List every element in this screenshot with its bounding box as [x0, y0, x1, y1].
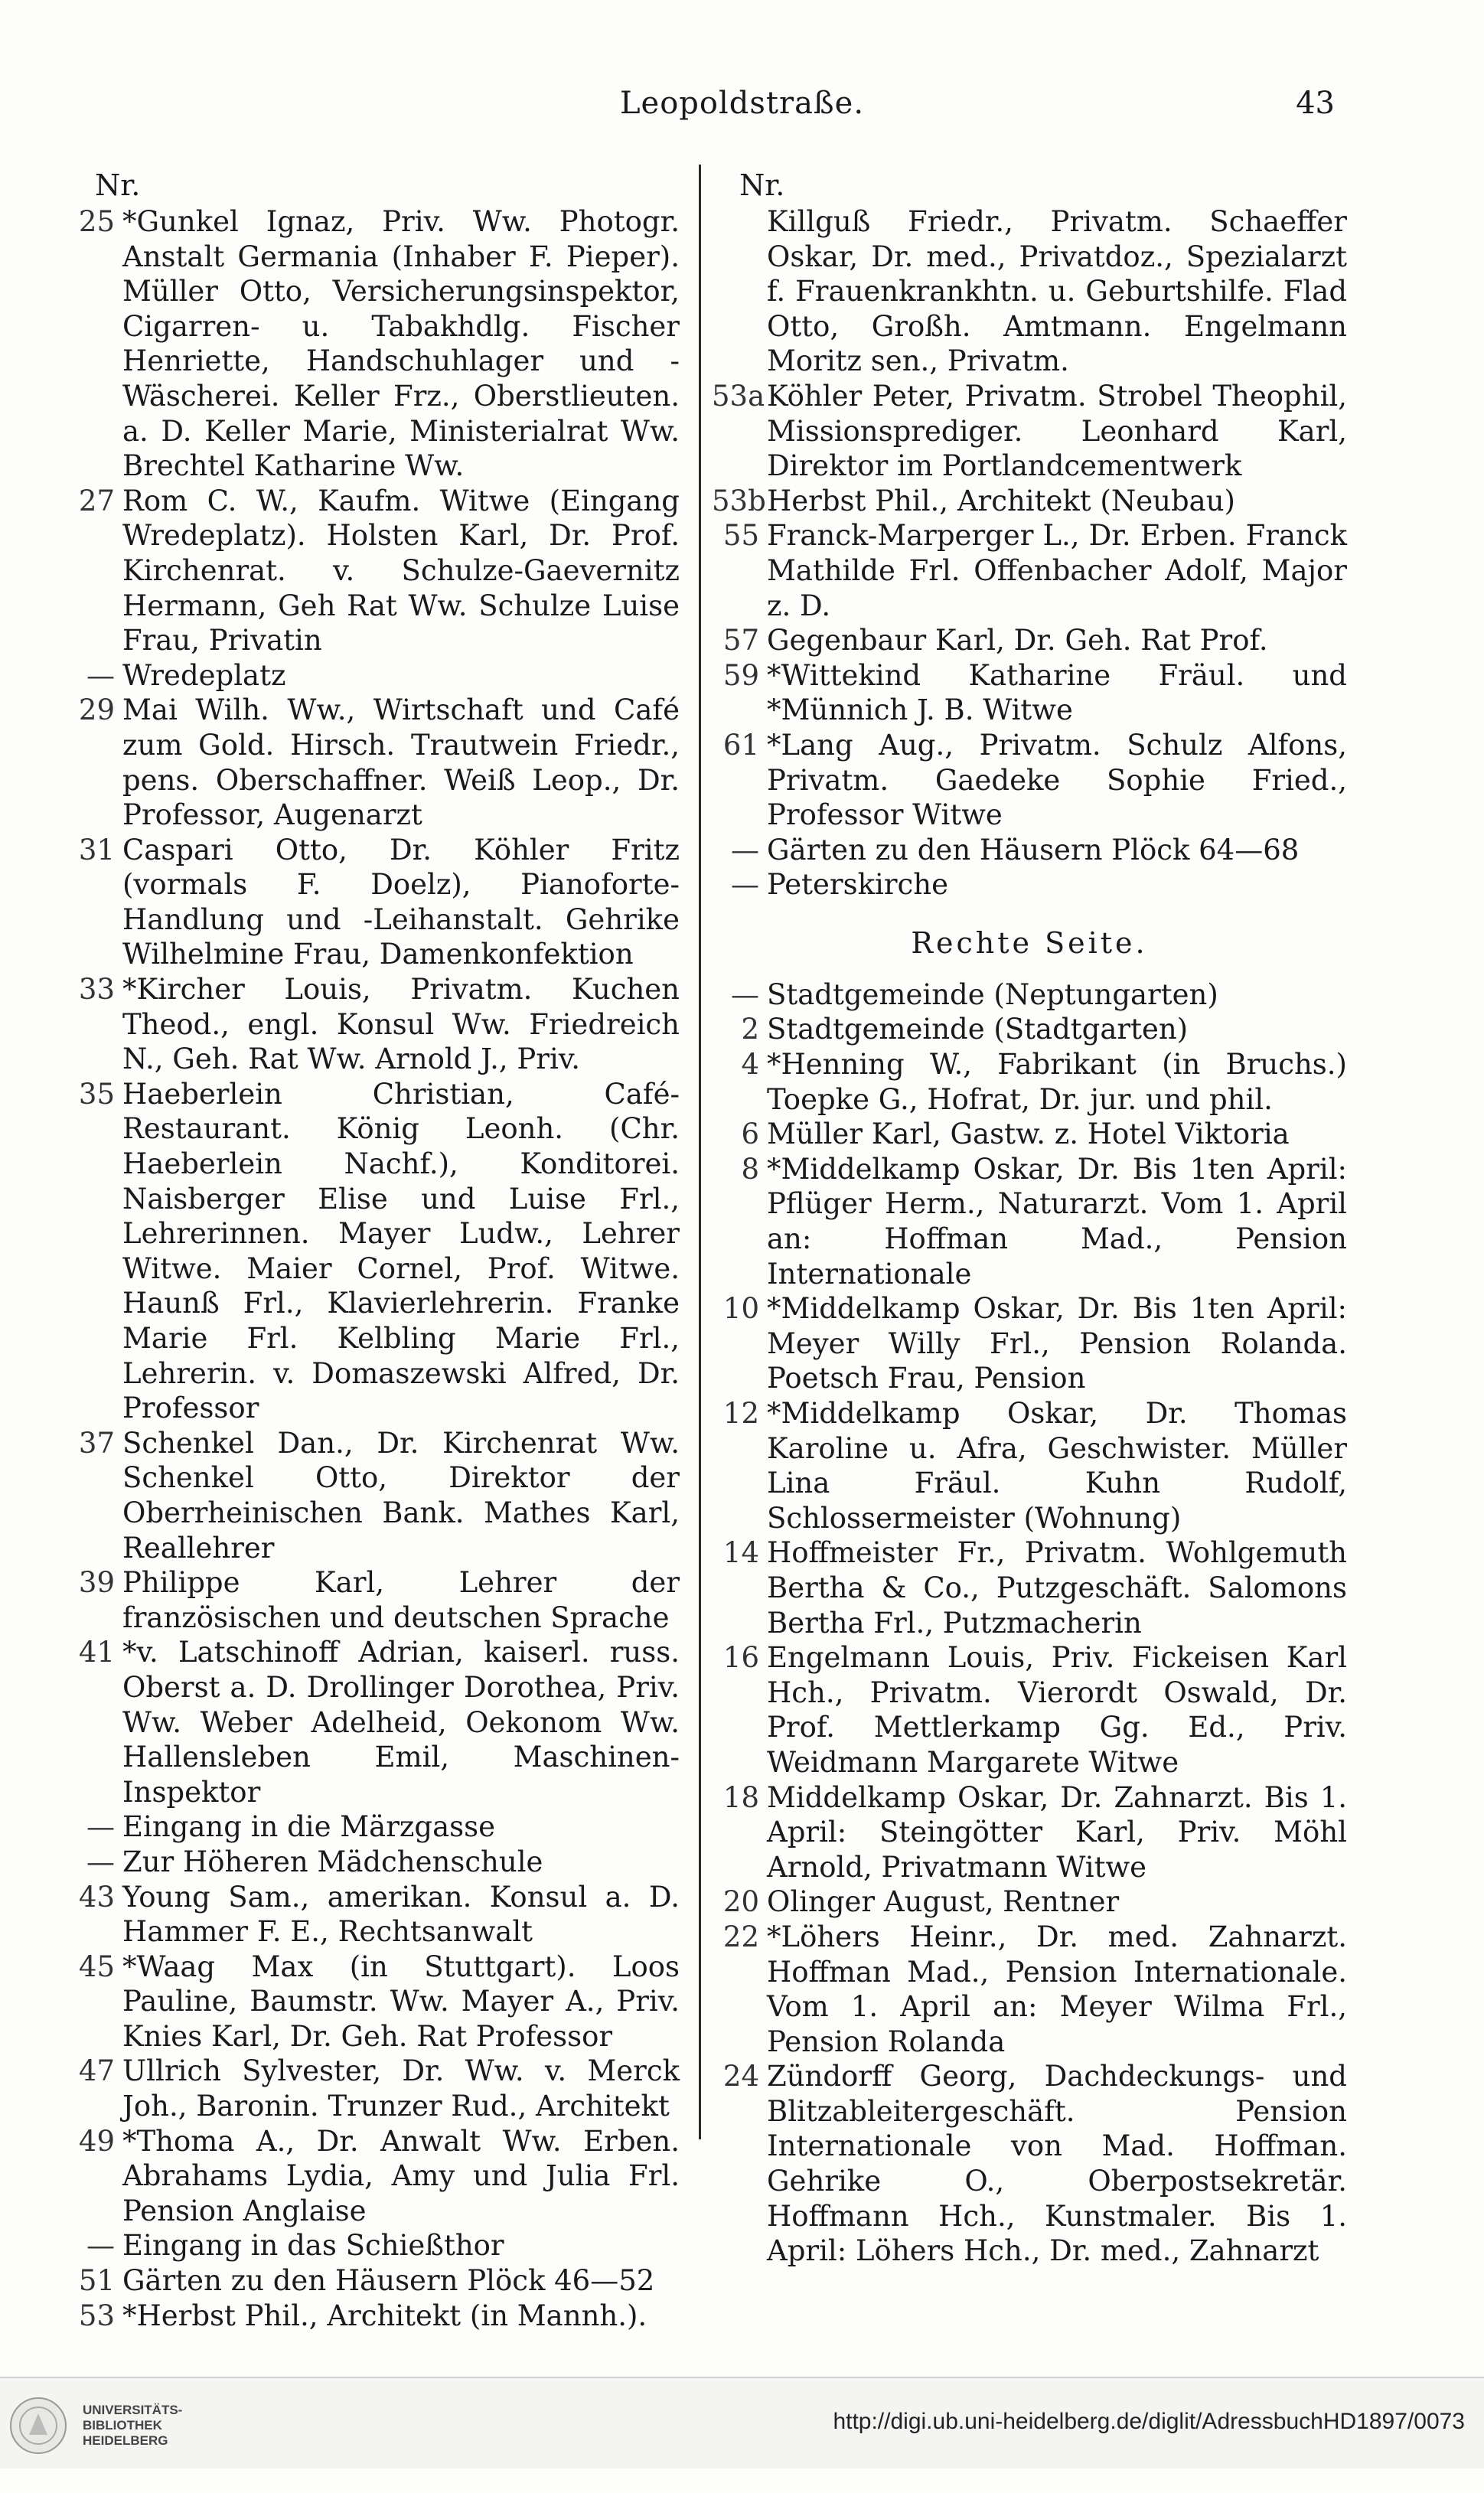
- resident-text: *Herbst Phil., Architekt (in Mannh.).: [122, 2299, 647, 2332]
- page-number: 43: [1296, 86, 1335, 121]
- address-entry: [712, 204, 1347, 379]
- address-entry: [712, 518, 1347, 623]
- resident-text: Hoffmeister Fr., Privatm. Wohlgemuth Bertha & Co., Putzgeschäft. Salomons Bertha Frl., Putzmacherin: [767, 1536, 1347, 1640]
- address-entry: [712, 1047, 1347, 1117]
- resident-text: *Wittekind Katharine Fräul. und *Münnich J. B. Witwe: [767, 658, 1347, 727]
- house-number: 29: [78, 693, 115, 727]
- house-number: 2: [741, 1013, 759, 1046]
- house-number: 57: [722, 624, 759, 658]
- resident-text: Stadtgemeinde (Stadtgarten): [767, 1013, 1189, 1046]
- house-number: 20: [722, 1885, 759, 1919]
- resident-text: Haeberlein Christian, Café-Restaurant. König Leonh. (Chr. Haeberlein Nachf.), Konditorei. Naisberger Elise und Luise Frl., Lehrerinnen. Mayer Ludw., Lehrer Witwe. Maier Cornel, Prof. Witwe. Haunß Frl., Klavierlehrerin. Franke Marie Frl. Kelbling Marie Frl., Lehrerin. v. Domaszewski Alfred, Dr. Professor: [122, 1077, 680, 1425]
- house-number: —: [86, 2229, 115, 2263]
- address-entry: [67, 1950, 680, 2054]
- address-entry: [67, 2124, 680, 2229]
- resident-text: *Gunkel Ignaz, Priv. Ww. Photogr. Anstalt Germania (Inhaber F. Pieper). Müller Otto, Versicherungsinspektor, Cigarren- u. Tabakhdlg. Fischer Henriette, Handschuhlager und -Wäscherei. Keller Frz., Oberstlieuten. a. D. Keller Marie, Ministerialrat Ww. Brechtel Katharine Ww.: [122, 205, 680, 483]
- address-entry: [712, 2059, 1347, 2269]
- resident-text: Zündorff Georg, Dachdeckungs- und Blitzableitergeschäft. Pension Internationale von Mad. Hoffman. Gehrike O., Oberpostsekretär. Hoffmann Hch., Kunstmaler. Bis 1. April: Löhers Hch., Dr. med., Zahnarzt: [767, 2060, 1347, 2268]
- resident-text: Stadtgemeinde (Neptungarten): [767, 977, 1218, 1011]
- nr-column-heading: Nr.: [739, 168, 785, 202]
- address-entry: [67, 1565, 680, 1635]
- resident-text: Young Sam., amerikan. Konsul a. D. Hammer F. E., Rechtsanwalt: [122, 1880, 680, 1949]
- source-url-link[interactable]: http://digi.ub.uni-heidelberg.de/diglit/AdressbuchHD1897/0073: [833, 2409, 1465, 2434]
- resident-text: *Middelkamp Oskar, Dr. Thomas Karoline u. Afra, Geschwister. Müller Lina Fräul. Kuhn Rudolf, Schlossermeister (Wohnung): [767, 1397, 1347, 1535]
- address-entry: [712, 1152, 1347, 1291]
- resident-text: Zur Höheren Mädchenschule: [122, 1845, 543, 1878]
- resident-text: Eingang in das Schießthor: [122, 2229, 504, 2263]
- resident-text: Peterskirche: [767, 868, 948, 902]
- resident-text: *Waag Max (in Stuttgart). Loos Pauline, Baumstr. Ww. Mayer A., Priv. Knies Karl, Dr. Geh. Rat Professor: [122, 1950, 680, 2053]
- address-entry: [712, 867, 1347, 902]
- resident-text: Franck-Marperger L., Dr. Erben. Franck Mathilde Frl. Offenbacher Adolf, Major z. D.: [767, 519, 1347, 622]
- address-entry: [67, 2263, 680, 2299]
- resident-text: Köhler Peter, Privatm. Strobel Theophil, Missionsprediger. Leonhard Karl, Direktor im Portlandcementwerk: [767, 379, 1347, 483]
- house-number: 45: [78, 1950, 115, 1983]
- resident-text: Schenkel Dan., Dr. Kirchenrat Ww. Schenkel Otto, Direktor der Oberrheinischen Bank. Mathes Karl, Reallehrer: [122, 1426, 680, 1565]
- address-entry: [67, 1809, 680, 1845]
- address-entry: [712, 833, 1347, 868]
- address-entry: [67, 484, 680, 658]
- house-number: 31: [78, 833, 115, 866]
- house-number: 43: [78, 1880, 115, 1914]
- house-number: —: [731, 868, 759, 902]
- resident-text: Rom C. W., Kaufm. Witwe (Eingang Wredeplatz). Holsten Karl, Dr. Prof. Kirchenrat. v. Schulze-Gaevernitz Hermann, Geh Rat Ww. Schulze Luise Frau, Privatin: [122, 484, 680, 658]
- house-number: 39: [78, 1566, 115, 1600]
- address-entry: [67, 2054, 680, 2123]
- resident-text: Caspari Otto, Dr. Köhler Fritz (vormals F. Doelz), Pianoforte-Handlung und -Leihanstalt. Gehrike Wilhelmine Frau, Damenkonfektion: [122, 833, 680, 971]
- resident-text: Olinger August, Rentner: [767, 1885, 1120, 1919]
- resident-text: Gärten zu den Häusern Plöck 46—52: [122, 2264, 655, 2298]
- house-number: 55: [722, 519, 759, 553]
- house-number: —: [86, 658, 115, 692]
- right-entry-list-bottom: [712, 977, 1347, 2269]
- address-entry: [67, 693, 680, 832]
- house-number: 37: [78, 1426, 115, 1460]
- resident-text: Müller Karl, Gastw. z. Hotel Viktoria: [767, 1118, 1290, 1151]
- house-number: —: [731, 977, 759, 1011]
- resident-text: Gegenbaur Karl, Dr. Geh. Rat Prof.: [767, 624, 1268, 658]
- house-number: 47: [78, 2054, 115, 2088]
- resident-text: Wredeplatz: [122, 658, 286, 692]
- address-entry: [712, 1396, 1347, 1535]
- house-number: 6: [741, 1118, 759, 1151]
- house-number: 53a: [712, 379, 765, 413]
- library-name-line: BIBLIOTHEK: [83, 2418, 162, 2433]
- house-number: 59: [722, 658, 759, 692]
- house-number: 49: [78, 2124, 115, 2158]
- left-column: [67, 167, 680, 2333]
- house-number: 16: [722, 1641, 759, 1675]
- address-entry: [712, 658, 1347, 728]
- house-number: 10: [722, 1292, 759, 1326]
- page-title: Leopoldstraße.: [619, 86, 865, 121]
- house-number: 25: [78, 205, 115, 238]
- house-number: 53: [78, 2299, 115, 2332]
- address-entry: [712, 1920, 1347, 2059]
- right-entry-list-top: [712, 204, 1347, 902]
- address-entry: [712, 1780, 1347, 1885]
- library-name-line: UNIVERSITÄTS-: [83, 2403, 183, 2417]
- resident-text: Philippe Karl, Lehrer der französischen und deutschen Sprache: [122, 1566, 680, 1634]
- resident-text: *Lang Aug., Privatm. Schulz Alfons, Privatm. Gaedeke Sophie Fried., Professor Witwe: [767, 728, 1347, 832]
- address-entry: [712, 1535, 1347, 1640]
- address-entry: [712, 977, 1347, 1013]
- address-entry: [712, 623, 1347, 658]
- address-entry: [67, 833, 680, 972]
- house-number: 24: [722, 2060, 759, 2093]
- address-entry: [67, 1426, 680, 1565]
- house-number: 33: [78, 973, 115, 1007]
- address-entry: [67, 2228, 680, 2263]
- address-entry: [67, 2299, 680, 2334]
- house-number: 35: [78, 1077, 115, 1111]
- house-number: 53b: [712, 484, 766, 517]
- house-number: —: [86, 1810, 115, 1844]
- house-number: 12: [722, 1397, 759, 1430]
- house-number: —: [86, 1845, 115, 1878]
- house-number: 27: [78, 484, 115, 517]
- library-name-line: HEIDELBERG: [83, 2433, 168, 2448]
- resident-text: *Henning W., Fabrikant (in Bruchs.) Toepke G., Hofrat, Dr. jur. und phil.: [767, 1048, 1347, 1116]
- resident-text: *Löhers Heinr., Dr. med. Zahnarzt. Hoffman Mad., Pension Internationale. Vom 1. April an: Meyer Wilma Frl., Pension Rolanda: [767, 1920, 1347, 2058]
- resident-text: Gärten zu den Häusern Plöck 64—68: [767, 833, 1300, 866]
- resident-text: *Middelkamp Oskar, Dr. Bis 1ten April: Pflüger Herm., Naturarzt. Vom 1. April an: Hoffman Mad., Pension Internationale: [767, 1152, 1347, 1291]
- address-entry: [712, 484, 1347, 519]
- address-entry: [712, 1640, 1347, 1780]
- library-footer: [0, 2377, 1484, 2469]
- address-entry: [712, 728, 1347, 833]
- address-entry: [67, 1077, 680, 1426]
- left-entry-list: [67, 204, 680, 2333]
- address-entry: [712, 1117, 1347, 1152]
- address-entry: [67, 1635, 680, 1809]
- house-number: 18: [722, 1780, 759, 1814]
- resident-text: Ullrich Sylvester, Dr. Ww. v. Merck Joh., Baronin. Trunzer Rud., Architekt: [122, 2054, 680, 2123]
- house-number: 4: [741, 1048, 759, 1082]
- address-entry: [712, 379, 1347, 484]
- house-number: 61: [722, 728, 759, 762]
- library-name: [83, 2403, 182, 2449]
- right-column: [712, 167, 1347, 2269]
- house-number: 22: [722, 1920, 759, 1953]
- address-entry: [67, 1845, 680, 1880]
- address-entry: [67, 204, 680, 484]
- resident-text: Mai Wilh. Ww., Wirtschaft und Café zum Gold. Hirsch. Trautwein Friedr., pens. Oberschaffner. Weiß Leop., Dr. Professor, Augenarzt: [122, 693, 680, 832]
- address-entry: [712, 1012, 1347, 1047]
- address-entry: [712, 1291, 1347, 1396]
- section-heading: Rechte Seite.: [911, 925, 1148, 960]
- house-number: 8: [741, 1152, 759, 1186]
- resident-text: *v. Latschinoff Adrian, kaiserl. russ. Oberst a. D. Drollinger Dorothea, Priv. Ww. Weber Adelheid, Oekonom Ww. Hallensleben Emil, Maschinen-Inspektor: [122, 1636, 680, 1809]
- house-number: 41: [78, 1636, 115, 1669]
- resident-text: Middelkamp Oskar, Dr. Zahnarzt. Bis 1. April: Steingötter Karl, Priv. Möhl Arnold, Privatmann Witwe: [767, 1780, 1347, 1884]
- resident-text: Eingang in die Märzgasse: [122, 1810, 496, 1844]
- house-number: 51: [78, 2264, 115, 2298]
- house-number: [712, 204, 767, 379]
- address-entry: [712, 1884, 1347, 1920]
- university-seal-icon: [8, 2395, 69, 2456]
- address-entry: [67, 658, 680, 693]
- house-number: —: [731, 833, 759, 866]
- resident-text: Herbst Phil., Architekt (Neubau): [767, 484, 1235, 517]
- resident-text: *Kircher Louis, Privatm. Kuchen Theod., engl. Konsul Ww. Friedreich N., Geh. Rat Ww. Arnold J., Priv.: [122, 973, 680, 1076]
- resident-text: Engelmann Louis, Priv. Fickeisen Karl Hch., Privatm. Vierordt Oswald, Dr. Prof. Mettlerkamp Gg. Ed., Priv. Weidmann Margarete Witwe: [767, 1641, 1347, 1779]
- resident-text: *Middelkamp Oskar, Dr. Bis 1ten April: Meyer Willy Frl., Pension Rolanda. Poetsch Frau, Pension: [767, 1292, 1347, 1395]
- address-entry: [67, 972, 680, 1077]
- column-divider: [699, 165, 701, 2139]
- address-entry: [67, 1880, 680, 1950]
- nr-column-heading: Nr.: [95, 168, 141, 202]
- resident-text: Killguß Friedr., Privatm. Schaeffer Oskar, Dr. med., Privatdoz., Spezialarzt f. Frauenkrankhtn. u. Geburtshilfe. Flad Otto, Großh. Amtmann. Engelmann Moritz sen., Privatm.: [767, 205, 1347, 378]
- resident-text: *Thoma A., Dr. Anwalt Ww. Erben. Abrahams Lydia, Amy und Julia Frl. Pension Anglaise: [122, 2124, 680, 2227]
- house-number: 14: [722, 1536, 759, 1570]
- page-header: [0, 86, 1484, 132]
